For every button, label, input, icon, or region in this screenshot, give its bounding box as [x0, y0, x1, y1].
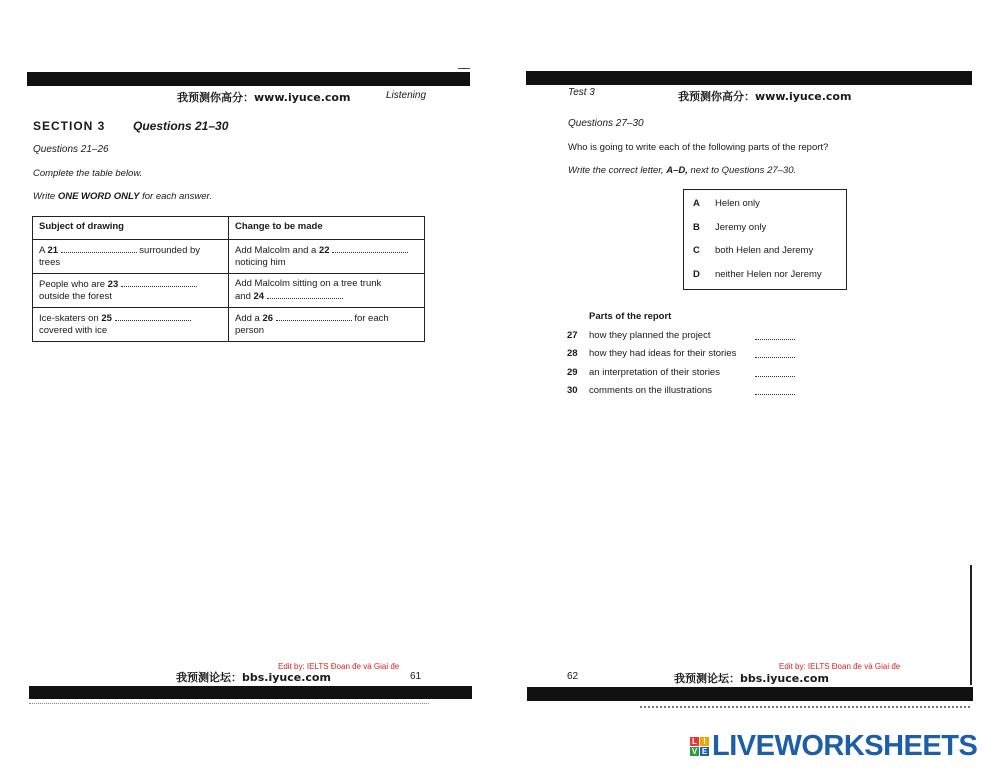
table-row: [33, 274, 425, 308]
answer-blank-30[interactable]: [755, 394, 795, 395]
logo-letter-e: E: [701, 746, 708, 756]
answer-blank-26[interactable]: [276, 312, 352, 321]
right-footer-editor: Edit by: IELTS Đoan đe và Giai đe: [779, 662, 901, 671]
option-b: B Jeremy only: [693, 222, 767, 233]
drawing-changes-table: [32, 216, 425, 342]
answer-blank-27[interactable]: [755, 339, 795, 340]
instruction-complete-table: Complete the table below.: [33, 168, 143, 179]
section-questions: Questions 21–30: [133, 119, 229, 133]
liveworksheets-logo[interactable]: [690, 730, 977, 762]
logo-letter-i: I: [700, 737, 709, 746]
left-header-site: 我预测你高分：www.iyuce.com: [177, 91, 351, 104]
left-header-rule: [458, 68, 470, 69]
question-number: 26: [262, 313, 274, 324]
left-footer-scan-noise: [29, 701, 429, 704]
answer-blank-25[interactable]: [115, 312, 191, 321]
right-header-site: 我预测你高分：www.iyuce.com: [678, 90, 852, 103]
table-header-row: [33, 217, 425, 240]
table-cell: A 21 surrounded by trees: [33, 240, 229, 274]
answer-blank-29[interactable]: [755, 376, 795, 377]
left-page-number: 61: [410, 671, 422, 682]
table-cell: Add Malcolm sitting on a tree trunk and 24: [229, 274, 425, 308]
table-header-subject: Subject of drawing: [33, 217, 229, 240]
part-item-28: 28 how they had ideas for their stories: [567, 348, 736, 359]
sub-questions-27-30: Questions 27–30: [568, 118, 644, 129]
question-text: Who is going to write each of the following parts of the report?: [568, 142, 829, 153]
answer-blank-22[interactable]: [332, 244, 408, 253]
table-row: [33, 308, 425, 342]
table-cell: Add Malcolm and a 22 noticing him: [229, 240, 425, 274]
question-number: 24: [253, 291, 265, 302]
right-footer-site: 我预测论坛：bbs.iyuce.com: [674, 672, 829, 685]
left-header-bar: [27, 72, 470, 86]
part-item-30: 30 comments on the illustrations: [567, 385, 712, 396]
left-footer-bar: [29, 686, 472, 699]
instruction-word-limit: Write ONE WORD ONLY for each answer.: [33, 191, 212, 202]
answer-blank-24[interactable]: [267, 290, 343, 299]
right-header-bar: [526, 71, 972, 85]
answer-blank-21[interactable]: [61, 244, 137, 253]
section-title: SECTION 3: [33, 119, 106, 133]
question-number: 21: [47, 245, 59, 256]
table-cell: Add a 26 for each person: [229, 308, 425, 342]
answer-blank-28[interactable]: [755, 357, 795, 358]
part-item-29: 29 an interpretation of their stories: [567, 367, 720, 378]
left-footer-site: 我预测论坛：bbs.iyuce.com: [176, 671, 331, 684]
table-cell: People who are 23 outside the forest: [33, 274, 229, 308]
answer-blank-23[interactable]: [121, 278, 197, 287]
logo-letter-v: V: [691, 746, 698, 756]
right-page-number: 62: [567, 671, 579, 682]
right-page-edge: [970, 565, 972, 685]
left-header-label: Listening: [386, 90, 427, 101]
logo-letter-l: L: [690, 737, 699, 746]
question-number: 25: [101, 313, 112, 324]
table-header-change: Change to be made: [229, 217, 425, 240]
table-cell: Ice-skaters on 25 covered with ice: [33, 308, 229, 342]
instruction-correct-letter: Write the correct letter, A–D, next to Questions 27–30.: [568, 165, 797, 176]
left-footer-editor: Edit by: IELTS Đoan đe và Giai đe: [278, 662, 400, 671]
liveworksheets-logo-text: LIVEWORKSHEETS: [712, 729, 978, 762]
option-d: D neither Helen nor Jeremy: [693, 269, 822, 280]
question-number: 23: [107, 279, 119, 290]
option-a: A Helen only: [693, 198, 760, 209]
liveworksheets-logo-mark-icon: [690, 737, 709, 756]
right-header-test: Test 3: [568, 87, 595, 98]
right-footer-bar: [527, 687, 973, 701]
right-footer-scan-noise: [640, 703, 970, 708]
part-item-27: 27 how they planned the project: [567, 330, 710, 341]
option-c: C both Helen and Jeremy: [693, 245, 814, 256]
table-row: [33, 240, 425, 274]
parts-title: Parts of the report: [589, 311, 672, 322]
question-number: 22: [318, 245, 330, 256]
sub-questions-21-26: Questions 21–26: [33, 144, 109, 155]
